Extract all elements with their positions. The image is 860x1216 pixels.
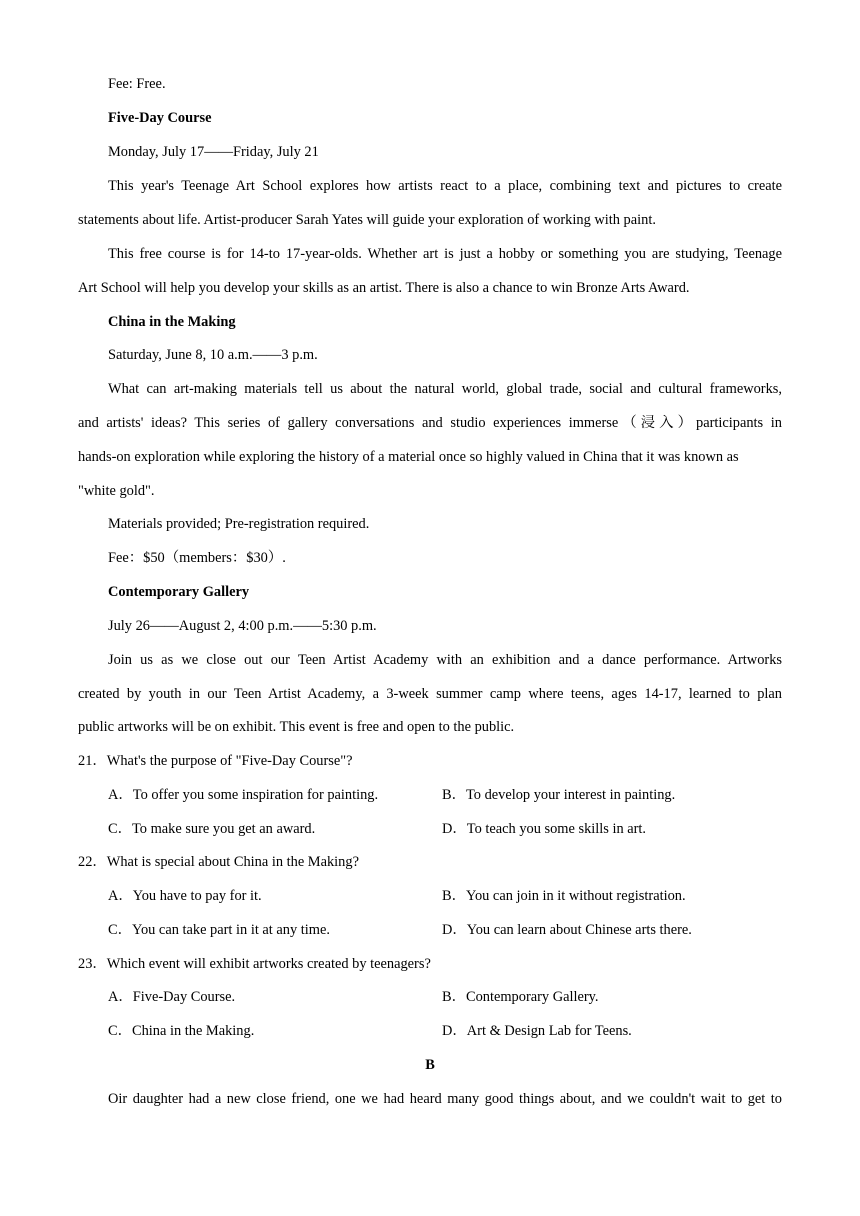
paragraph-line: "white gold". <box>78 483 155 499</box>
option-d: D．Art & Design Lab for Teens. <box>442 1023 632 1039</box>
option-c: C．China in the Making. <box>108 1023 255 1039</box>
question-stem: 22．What is special about China in the Making? <box>78 854 359 870</box>
option-d: D．To teach you some skills in art. <box>442 821 647 837</box>
contemporary-dates: July 26——August 2, 4:00 p.m.——5:30 p.m. <box>108 618 377 634</box>
option-c: C．You can take part in it at any time. <box>108 922 330 938</box>
option-d: D．You can learn about Chinese arts there. <box>442 922 692 938</box>
question-stem: 23．Which event will exhibit artworks created by teenagers? <box>78 956 431 972</box>
paragraph-line: Oir daughter had a new close friend, one we had heard many good things about, and we couldn't wait to get to <box>108 1091 782 1107</box>
fee-free: Fee: Free. <box>108 76 166 92</box>
question-stem: 21．What's the purpose of "Five-Day Course"? <box>78 753 353 769</box>
option-a: A．To offer you some inspiration for painting. <box>108 787 379 803</box>
paragraph-line: hands-on exploration while exploring the history of a material once so highly valued in China that it was known as <box>78 449 739 465</box>
materials-note: Materials provided; Pre-registration required. <box>108 516 370 532</box>
paragraph-line: and artists' ideas? This series of gallery conversations and studio experiences immerse（浸入）participants in <box>78 415 782 431</box>
paragraph-line: public artworks will be on exhibit. This event is free and open to the public. <box>78 719 515 735</box>
paragraph-line: What can art-making materials tell us about the natural world, global trade, social and cultural frameworks, <box>108 381 782 397</box>
section-heading-b: B <box>425 1057 435 1073</box>
paragraph-line: This free course is for 14-to 17-year-olds. Whether art is just a hobby or something you are studying, Teenage <box>108 246 782 262</box>
paragraph-line: Art School will help you develop your skills as an artist. There is also a chance to win Bronze Arts Award. <box>78 280 690 296</box>
fee-50: Fee：$50（members：$30）. <box>108 550 286 566</box>
paragraph-line: Join us as we close out our Teen Artist Academy with an exhibition and a dance performance. Artworks <box>108 652 782 668</box>
five-day-dates: Monday, July 17——Friday, July 21 <box>108 144 319 160</box>
heading-five-day-course: Five-Day Course <box>108 110 212 126</box>
china-date: Saturday, June 8, 10 a.m.——3 p.m. <box>108 347 318 363</box>
option-c: C．To make sure you get an award. <box>108 821 316 837</box>
option-b: B．To develop your interest in painting. <box>442 787 676 803</box>
paragraph-line: This year's Teenage Art School explores how artists react to a place, combining text and pictures to create <box>108 178 782 194</box>
paragraph-line: created by youth in our Teen Artist Academy, a 3-week summer camp where teens, ages 14-17, learned to plan <box>78 686 782 702</box>
option-b: B．You can join in it without registration. <box>442 888 686 904</box>
paragraph-line: statements about life. Artist-producer Sarah Yates will guide your exploration of working with paint. <box>78 212 656 228</box>
heading-contemporary-gallery: Contemporary Gallery <box>108 584 250 600</box>
option-b: B．Contemporary Gallery. <box>442 989 599 1005</box>
option-a: A．Five-Day Course. <box>108 989 236 1005</box>
option-a: A．You have to pay for it. <box>108 888 262 904</box>
heading-china-in-the-making: China in the Making <box>108 314 236 330</box>
